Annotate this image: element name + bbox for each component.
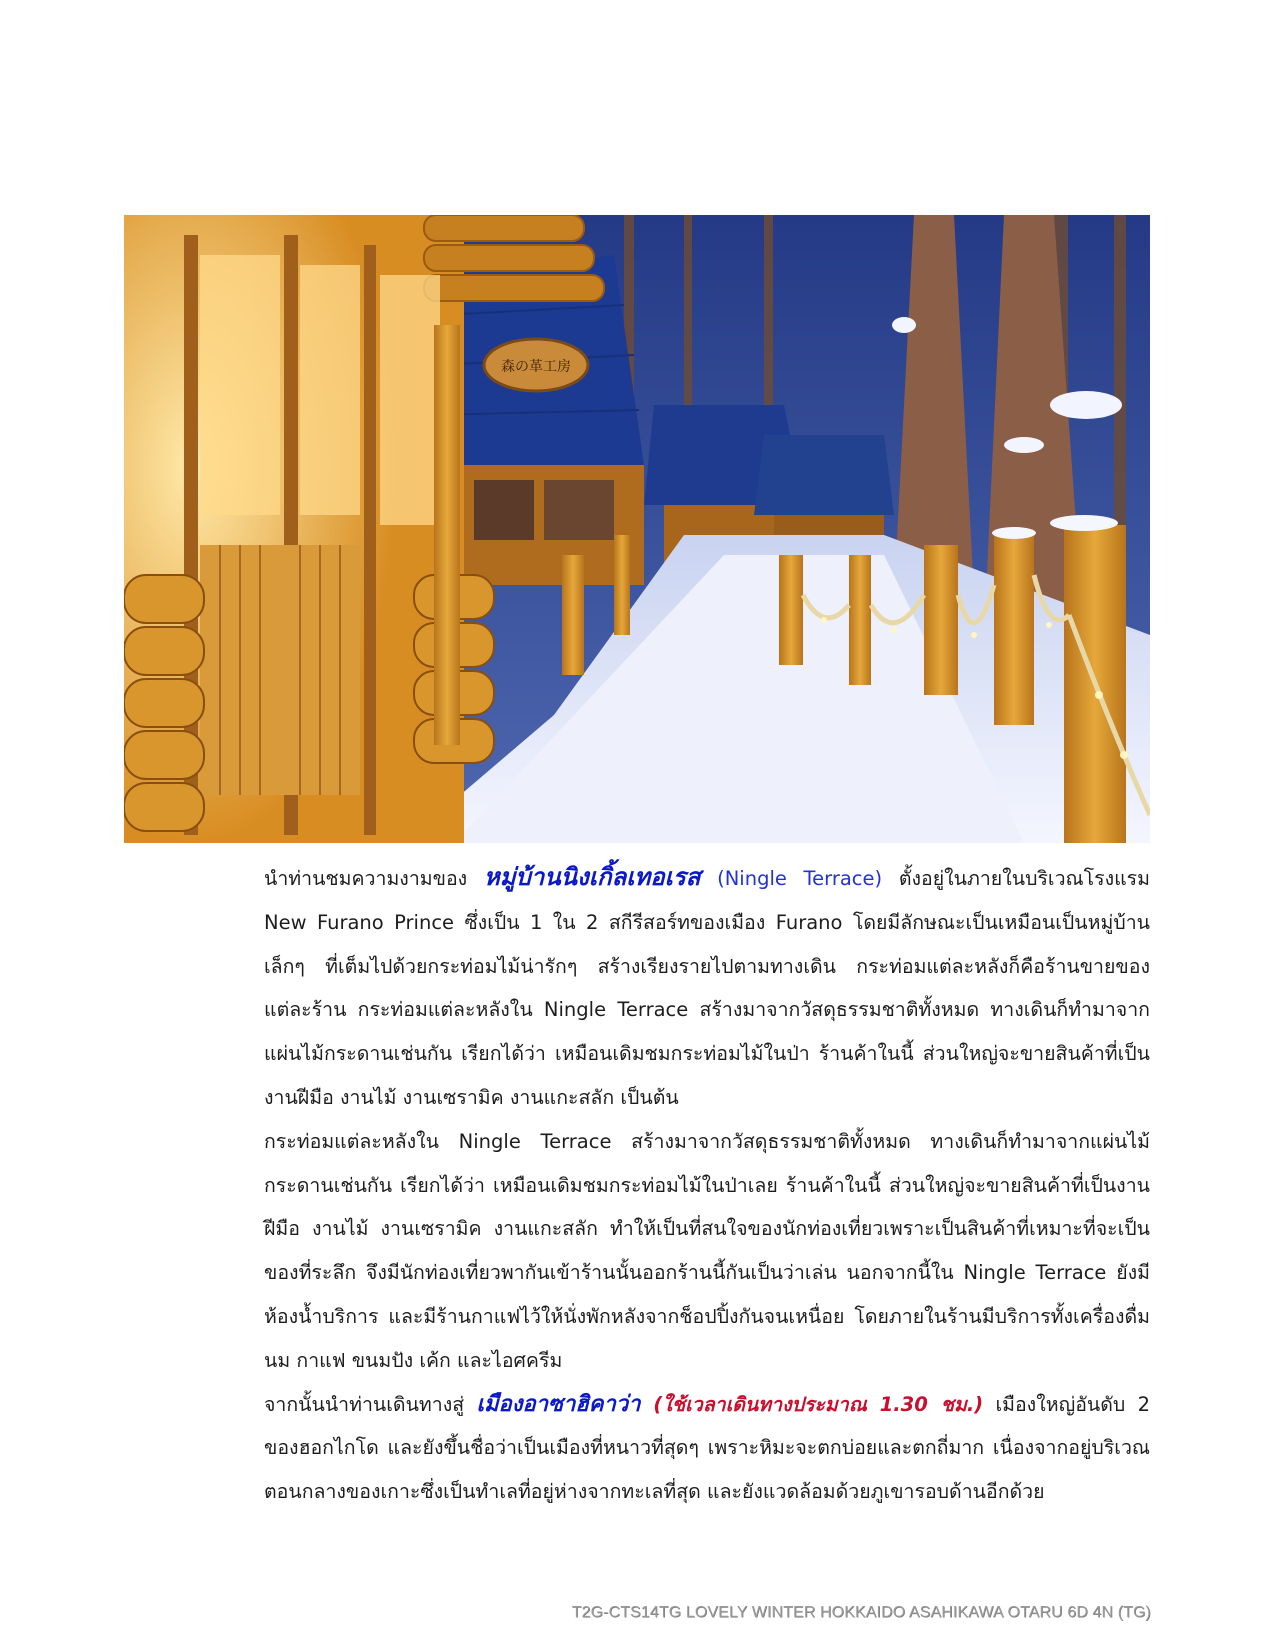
paragraph-asahikawa bbox=[264, 1383, 1150, 1514]
article-body bbox=[264, 856, 1150, 1514]
paragraph-rest: ตั้งอยู่ในภายในบริเวณโรงแรม New Furano Prince ซึ่งเป็น 1 ใน 2 สกีรีสอร์ทของเมือง Furano โดยมีลักษณะเป็นเหมือนเป็นหมู่บ้านเล็กๆ ที่เต็มไปด้วยกระท่อมไม้น่ารักๆ สร้างเรียงรายไปตามทางเดิน กระท่อมแต่ละหลังก็คือร้านขายของแต่ละร้าน กระท่อมแต่ละหลังใน Ningle Terrace สร้างมาจากวัสดุธรรมชาติทั้งหมด ทางเดินก็ทำมาจากแผ่นไม้กระดานเช่นกัน เรียกได้ว่า เหมือนเดิมชมกระท่อมไม้ในป่า ร้านค้าในนี้ ส่วนใหญ่จะขายสินค้าที่เป็นงานฝีมือ งานไม้ งานเซรามิค งานแกะสลัก เป็นต้น bbox=[264, 867, 1150, 1109]
paragraph-ningle-terrace bbox=[264, 856, 1150, 1120]
paragraph-rest: เมืองใหญ่อันดับ 2 ของฮอกไกโด และยังขึ้นชื่อว่าเป็นเมืองที่หนาวที่สุดๆ เพราะหิมะจะตกบ่อยและตกถี่มาก เนื่องจากอยู่บริเวณตอนกลางของเกาะซึ่งเป็นทำเลที่อยู่ห่างจากทะเลที่สุด และยังแวดล้อมด้วยภูเขารอบด้านอีกด้วย bbox=[264, 1392, 1150, 1504]
shop-sign-text: 森の革工房 bbox=[501, 359, 571, 375]
ningle-terrace-highlight: หมู่บ้านนิงเกิ้ลเทอเรส bbox=[483, 863, 701, 891]
ningle-terrace-english: (Ningle Terrace) bbox=[700, 867, 883, 890]
ningle-terrace-photo bbox=[124, 215, 1150, 843]
page-footer: T2G-CTS14TG LOVELY WINTER HOKKAIDO ASAHIKAWA OTARU 6D 4N (TG) bbox=[571, 1604, 1151, 1621]
travel-time: (ใช้เวลาเดินทางประมาณ 1.30 ชม.) bbox=[640, 1392, 984, 1416]
paragraph-intro: จากนั้นนำท่านเดินทางสู่ bbox=[264, 1392, 477, 1416]
paragraph-cabins: กระท่อมแต่ละหลังใน Ningle Terrace สร้างมาจากวัสดุธรรมชาติทั้งหมด ทางเดินก็ทำมาจากแผ่นไม้กระดานเช่นกัน เรียกได้ว่า เหมือนเดิมชมกระท่อมไม้ในป่าเลย ร้านค้าในนี้ ส่วนใหญ่จะขายสินค้าที่เป็นงานฝีมือ งานไม้ งานเซรามิค งานแกะสลัก ทำให้เป็นที่สนใจของนักท่องเที่ยวเพราะเป็นสินค้าที่เหมาะที่จะเป็นของที่ระลึก จึงมีนักท่องเที่ยวพากันเข้าร้านนั้นออกร้านนี้กันเป็นว่าเล่น นอกจากนี้ใน Ningle Terrace ยังมีห้องน้ำบริการ และมีร้านกาแฟไว้ให้นั่งพักหลังจากช็อปปิ้งกันจนเหนื่อย โดยภายในร้านมีบริการทั้งเครื่องดื่ม นม กาแฟ ขนมปัง เค้ก และไอศครีม bbox=[264, 1129, 1150, 1372]
paragraph-intro: นำท่านชมความงามของ bbox=[264, 867, 484, 890]
asahikawa-highlight: เมืองอาซาฮิคาว่า bbox=[476, 1391, 641, 1417]
